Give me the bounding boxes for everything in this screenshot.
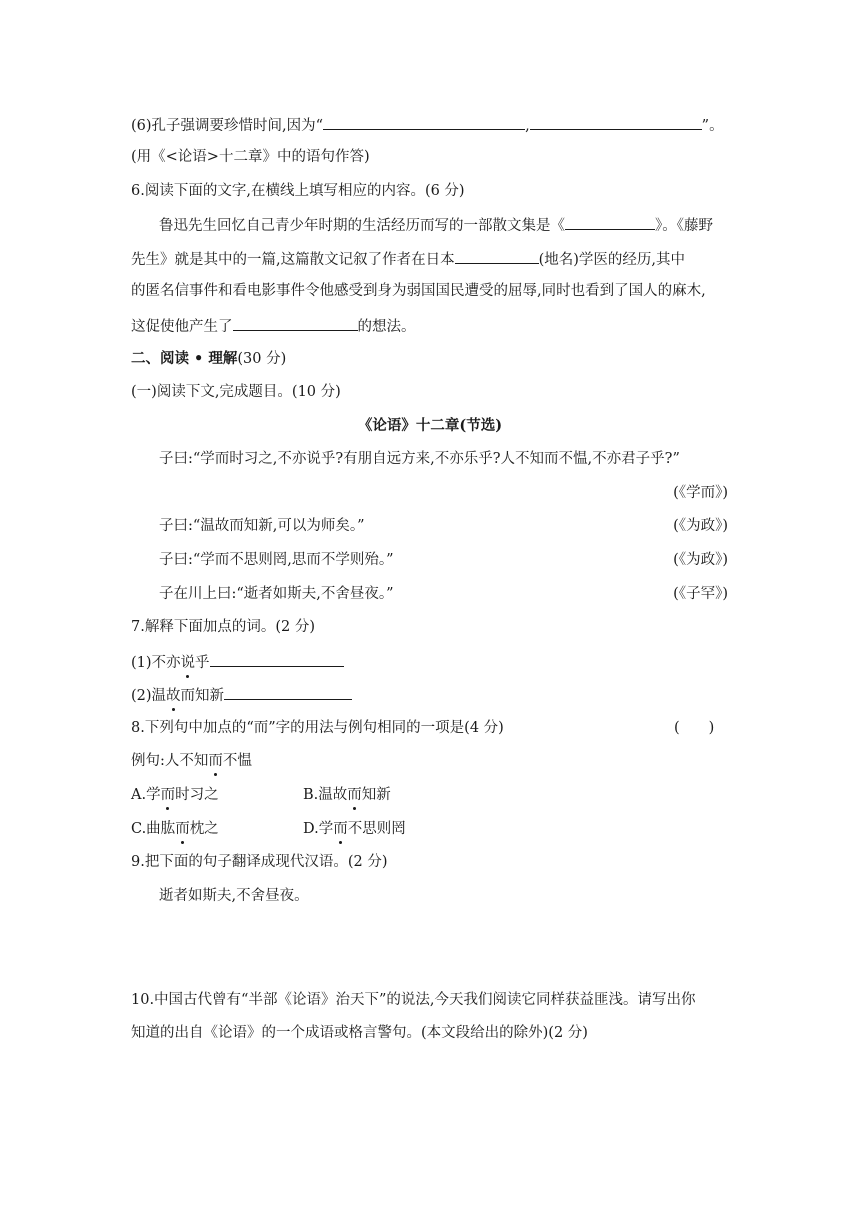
q8-answer-paren[interactable]: ( ) <box>674 720 715 736</box>
quote-3-source: (《为政》) <box>673 552 728 568</box>
q9-title: 9.把下面的句子翻译成现代汉语。(2 分) <box>131 854 388 870</box>
passage-title: 《论语》十二章(节选) <box>357 417 503 434</box>
q5-6-line <box>131 114 724 136</box>
q8-option-c-dotted-word: 而 <box>175 821 190 837</box>
section-2-heading <box>131 349 286 369</box>
q8-option-b[interactable] <box>303 785 391 805</box>
q6-line-2-text: 先生》就是其中的一篇,这篇散文记叙了作者在日本 <box>131 252 455 268</box>
q8-option-d-post: 不思则罔 <box>347 821 406 837</box>
q9-sentence: 逝者如斯夫,不舍昼夜。 <box>159 888 309 904</box>
q8-option-c[interactable] <box>131 819 219 839</box>
q9-answer-area[interactable] <box>131 920 728 980</box>
q7-item-2 <box>131 684 352 706</box>
quote-4-source: (《子罕》) <box>673 586 728 602</box>
q7-item-2-pre: (2)温 <box>131 688 167 704</box>
q5-6-blank-2[interactable] <box>530 114 702 130</box>
quote-4: 子在川上曰:“逝者如斯夫,不舍昼夜。” <box>159 586 394 602</box>
q6-title: 6.阅读下面的文字,在横线上填写相应的内容。(6 分) <box>131 183 465 199</box>
q5-6-suffix: ”。 <box>701 118 724 134</box>
q7-item-1-post: 乎 <box>195 655 210 671</box>
quote-3: 子曰:“学而不思则罔,思而不学则殆。” <box>159 552 394 568</box>
q6-line-4-text: 这促使他产生了 <box>131 319 233 335</box>
q8-example-dotted-word: 而 <box>208 753 223 769</box>
q7-blank-1[interactable] <box>210 651 344 667</box>
section-2-points: (30 分) <box>237 351 287 367</box>
q10-line-1: 10.中国古代曾有“半部《论语》治天下”的说法,今天我们阅读它同样获益匪浅。请写出你 <box>131 992 696 1008</box>
q6-line-2-end: (地名)学医的经历,其中 <box>538 252 686 268</box>
q6-line-4-end: 的想法。 <box>357 319 416 335</box>
q8-option-c-pre: C.曲肱 <box>131 821 176 837</box>
q10-line-2: 知道的出自《论语》的一个成语或格言警句。(本文段给出的除外)(2 分) <box>131 1025 588 1041</box>
section-2-title: 二、阅读 • 理解 <box>131 350 238 367</box>
q8-option-b-dotted-word: 而 <box>347 787 362 803</box>
q8-option-b-pre: B.温故 <box>303 787 348 803</box>
q6-line-3: 的匿名信事件和看电影事件令他感受到身为弱国国民遭受的屈辱,同时也看到了国人的麻木, <box>131 283 706 299</box>
quote-2-source: (《为政》) <box>673 518 728 534</box>
q8-option-b-post: 知新 <box>361 787 391 803</box>
q8-option-d-dotted-word: 而 <box>333 821 348 837</box>
q5-6-blank-1[interactable] <box>323 114 525 130</box>
q7-item-2-dotted-word: 故 <box>166 688 181 704</box>
q5-6-note: (用《<论语>十二章》中的语句作答) <box>131 149 370 165</box>
q6-line-4 <box>131 315 416 337</box>
q8-option-a[interactable] <box>131 785 219 805</box>
q7-item-1-dotted-word: 说 <box>180 655 196 671</box>
q6-blank-place[interactable] <box>455 248 539 264</box>
quote-1-source: (《学而》) <box>673 485 728 501</box>
q6-line-1-text: 鲁迅先生回忆自己青少年时期的生活经历而写的一部散文集是《 <box>159 218 565 234</box>
part-1-instruction: (一)阅读下文,完成题目。(10 分) <box>131 384 341 400</box>
quote-1: 子曰:“学而时习之,不亦说乎?有朋自远方来,不亦乐乎?人不知而不愠,不亦君子乎?” <box>159 451 680 467</box>
q8-option-a-post: 时习之 <box>175 787 219 803</box>
q6-line-1 <box>159 214 713 236</box>
q8-option-c-post: 枕之 <box>189 821 219 837</box>
q8-title: 8.下列句中加点的“而”字的用法与例句相同的一项是(4 分) <box>131 720 504 736</box>
q8-option-d-pre: D.学 <box>303 821 334 837</box>
q6-line-2 <box>131 248 685 270</box>
q7-title: 7.解释下面加点的词。(2 分) <box>131 619 315 635</box>
q6-line-1-end: 》。《藤野 <box>655 218 713 234</box>
q7-item-1 <box>131 651 344 673</box>
q8-option-d[interactable] <box>303 819 406 839</box>
q7-blank-2[interactable] <box>224 684 352 700</box>
q8-example-pre: 例句:人不知 <box>131 753 209 769</box>
q6-blank-book[interactable] <box>565 214 655 230</box>
q8-example <box>131 751 252 771</box>
q8-option-a-dotted-word: 而 <box>160 787 176 803</box>
q5-6-prefix: (6)孔子强调要珍惜时间,因为“ <box>131 118 324 134</box>
quote-2: 子曰:“温故而知新,可以为师矣。” <box>159 518 365 534</box>
q8-example-post: 不愠 <box>222 753 252 769</box>
q6-blank-idea[interactable] <box>233 315 358 331</box>
q5-6-comma: , <box>525 118 530 134</box>
q7-item-2-post: 而知新 <box>180 688 225 704</box>
q8-option-a-pre: A.学 <box>131 787 161 803</box>
q7-item-1-pre: (1)不亦 <box>131 655 181 671</box>
q10-answer-area[interactable] <box>131 1055 728 1155</box>
